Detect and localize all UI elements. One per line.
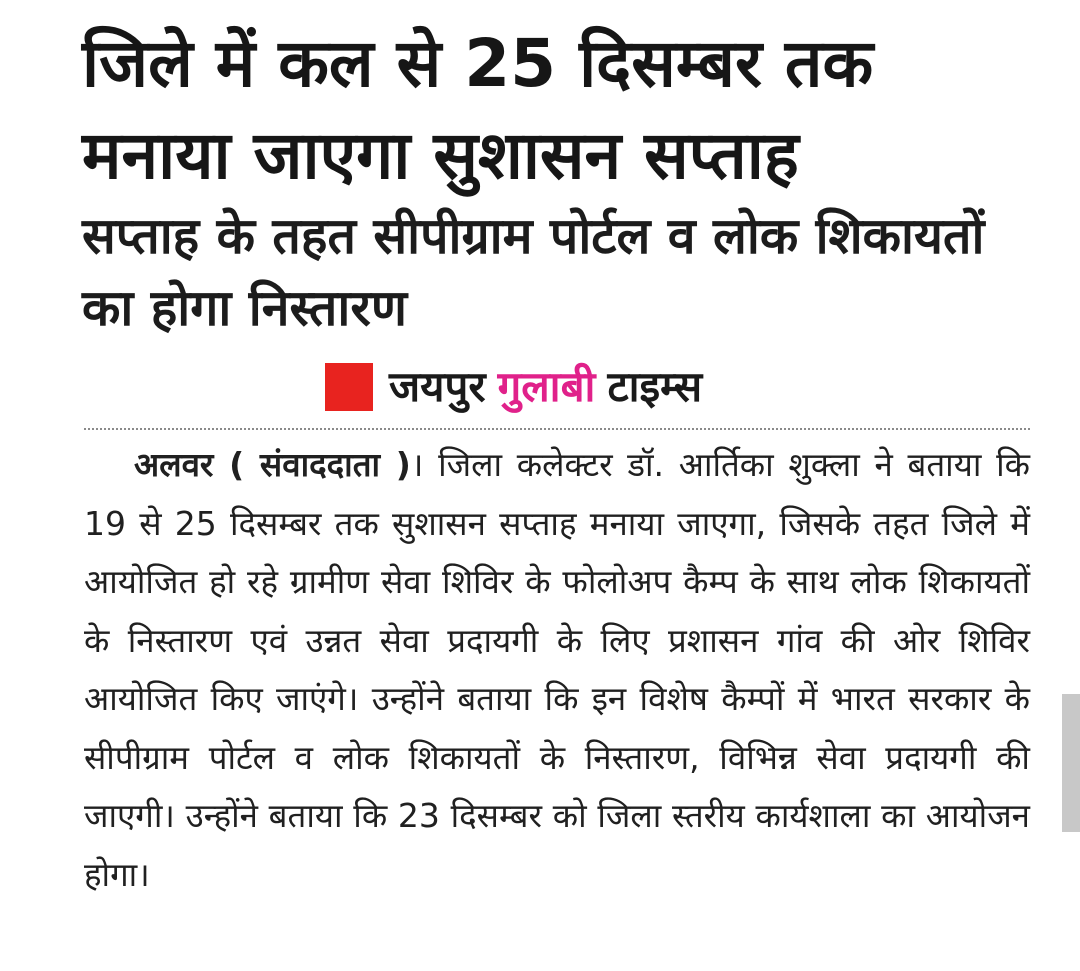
dateline: अलवर ( संवाददाता )	[134, 445, 411, 484]
byline-publication-part-1: जयपुर	[389, 362, 486, 411]
page-edge-bar	[1062, 694, 1080, 832]
headline: जिले में कल से 25 दिसम्बर तक मनाया जाएगा सुशासन सप्ताह	[82, 25, 874, 194]
byline	[325, 362, 702, 412]
article-body	[84, 436, 1030, 904]
byline-publication-part-2: गुलाबी	[497, 362, 596, 411]
body-text: । जिला कलेक्टर डॉ. आर्तिका शुक्ला ने बताया कि 19 से 25 दिसम्बर तक सुशासन सप्ताह मनाया जाएगा, जिसके तहत जिले में आयोजित हो रहे ग्रामीण सेवा शिविर के फोलोअप कैम्प के साथ लोक शिकायतों के निस्तारण एवं उन्नत सेवा प्रदायगी के लिए प्रशासन गांव की ओर शिविर आयोजित किए जाएंगे। उन्होंने बताया कि इन विशेष कैम्पों में भारत सरकार के सीपीग्राम पोर्टल व लोक शिकायतों के निस्तारण, विभिन्न सेवा प्रदायगी की जाएगी। उन्होंने बताया कि 23 दिसम्बर को जिला स्तरीय कार्यशाला का आयोजन होगा।	[84, 445, 1030, 894]
byline-marker-square	[325, 363, 373, 411]
subheadline: सप्ताह के तहत सीपीग्राम पोर्टल व लोक शिकायतों का होगा निस्तारण	[82, 207, 985, 337]
dotted-divider	[84, 428, 1030, 430]
byline-publication-part-3: टाइम्स	[607, 362, 703, 411]
